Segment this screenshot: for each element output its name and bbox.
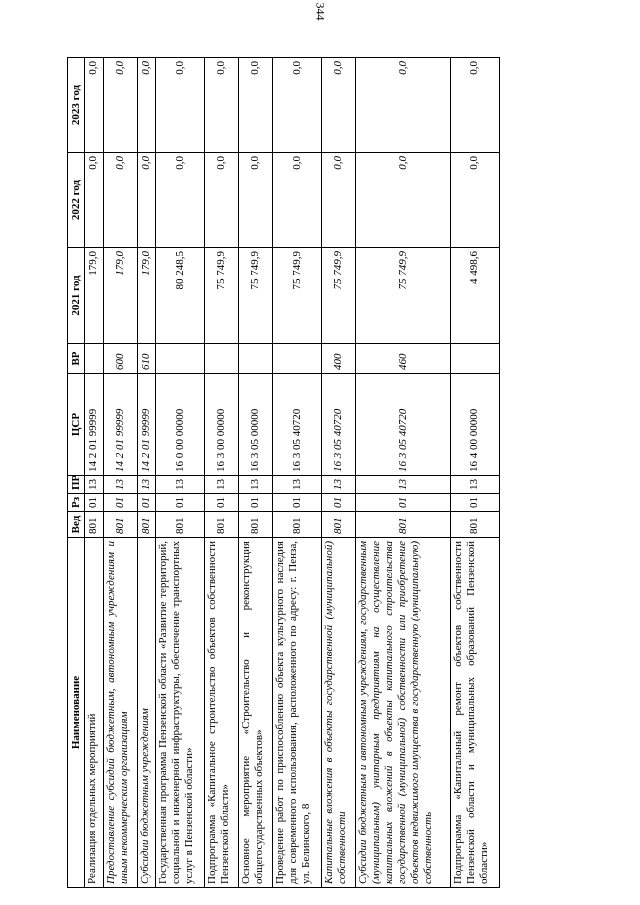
cell-2021: 75 749,9: [273, 248, 322, 344]
cell-ved: 801: [273, 512, 322, 538]
cell-vr: [205, 344, 239, 374]
cell-2023: 0,0: [322, 58, 356, 153]
cell-vr: 600: [103, 344, 137, 374]
cell-name: Подпрограмма «Капитальный ремонт объектов собственности Пензенской области и муниципальных образований Пензенской области»: [450, 538, 499, 888]
cell-2022: 0,0: [156, 153, 205, 248]
cell-name: Субсидии бюджетным и автономным учреждениям, государственным (муниципальным) унитарным предприятиям на осуществление капитальных вложений в объекты капитального строительства государственной (муниципальной) собственности или приобретение объектов недвижимого имущества в государственную (муниципальную) собственность: [356, 538, 451, 888]
cell-name: Предоставление субсидий бюджетным, автономным учреждениям и иным некоммерческим организациям: [103, 538, 137, 888]
table-row: [103, 58, 137, 888]
cell-ved: 801: [137, 512, 156, 538]
header-vr: ВР: [68, 344, 85, 374]
cell-2022: 0,0: [85, 153, 104, 248]
cell-name: Проведение работ по приспособлению объекта культурного наследия для современного использования, расположенного по адресу: г. Пенза, ул. Белинского, 8: [273, 538, 322, 888]
cell-pr: 13: [356, 476, 451, 494]
cell-csr: 16 3 00 00000: [205, 374, 239, 476]
cell-vr: [450, 344, 499, 374]
cell-2021: 75 749,9: [205, 248, 239, 344]
cell-2021: 179,0: [103, 248, 137, 344]
cell-2021: 75 749,9: [356, 248, 451, 344]
cell-ved: 801: [156, 512, 205, 538]
cell-rz: 01: [137, 494, 156, 512]
cell-2022: 0,0: [450, 153, 499, 248]
cell-pr: 13: [85, 476, 104, 494]
header-2023: 2023 год: [68, 58, 85, 153]
cell-2021: 80 248,5: [156, 248, 205, 344]
cell-2022: 0,0: [137, 153, 156, 248]
cell-rz: 01: [85, 494, 104, 512]
header-rz: Рз: [68, 494, 85, 512]
budget-table: [67, 57, 500, 888]
cell-rz: 01: [205, 494, 239, 512]
cell-csr: 14 2 01 99999: [103, 374, 137, 476]
cell-pr: 13: [103, 476, 137, 494]
header-2021: 2021 год: [68, 248, 85, 344]
cell-pr: 13: [450, 476, 499, 494]
cell-csr: 14 2 01 99999: [85, 374, 104, 476]
table-row: [156, 58, 205, 888]
cell-csr: 16 3 05 40720: [322, 374, 356, 476]
cell-csr: 16 0 00 00000: [156, 374, 205, 476]
cell-ved: 801: [239, 512, 273, 538]
cell-2022: 0,0: [205, 153, 239, 248]
table-row: [205, 58, 239, 888]
cell-csr: 14 2 01 99999: [137, 374, 156, 476]
cell-pr: 13: [137, 476, 156, 494]
table-row: [273, 58, 322, 888]
cell-vr: 610: [137, 344, 156, 374]
cell-2023: 0,0: [205, 58, 239, 153]
cell-csr: 16 3 05 00000: [239, 374, 273, 476]
cell-pr: 13: [273, 476, 322, 494]
cell-name: Капитальные вложения в объекты государственной (муниципальной) собственности: [322, 538, 356, 888]
cell-ved: 801: [85, 512, 104, 538]
cell-csr: 16 3 05 40720: [356, 374, 451, 476]
cell-name: Подпрограмма «Капитальное строительство объектов собственности Пензенской области»: [205, 538, 239, 888]
table-row: [85, 58, 104, 888]
table-row: [322, 58, 356, 888]
cell-ved: 801: [450, 512, 499, 538]
cell-name: Субсидии бюджетным учреждениям: [137, 538, 156, 888]
cell-2021: 75 749,9: [322, 248, 356, 344]
table-row: [356, 58, 451, 888]
cell-pr: 13: [322, 476, 356, 494]
cell-csr: 16 4 00 00000: [450, 374, 499, 476]
cell-name: Реализация отдельных мероприятий: [85, 538, 104, 888]
cell-vr: [273, 344, 322, 374]
cell-2023: 0,0: [356, 58, 451, 153]
header-ved: Вед: [68, 512, 85, 538]
cell-ved: 801: [356, 512, 451, 538]
cell-rz: 01: [322, 494, 356, 512]
table-row: [137, 58, 156, 888]
cell-rz: 01: [239, 494, 273, 512]
header-pr: ПР: [68, 476, 85, 494]
cell-name: Основное мероприятие «Строительство и реконструкция общегосударственных объектов»: [239, 538, 273, 888]
cell-2023: 0,0: [450, 58, 499, 153]
table-row: [239, 58, 273, 888]
cell-rz: 01: [156, 494, 205, 512]
header-csr: ЦСР: [68, 374, 85, 476]
cell-2022: 0,0: [239, 153, 273, 248]
cell-pr: 13: [156, 476, 205, 494]
cell-2022: 0,0: [273, 153, 322, 248]
cell-vr: 400: [322, 344, 356, 374]
cell-2023: 0,0: [85, 58, 104, 153]
table-row: [450, 58, 499, 888]
header-2022: 2022 год: [68, 153, 85, 248]
cell-2023: 0,0: [239, 58, 273, 153]
cell-rz: 01: [273, 494, 322, 512]
cell-ved: 801: [103, 512, 137, 538]
cell-name: Государственная программа Пензенской области «Развитие территорий, социальной и инженерной инфраструктуры, обеспечение транспортных услуг в Пензенской области»: [156, 538, 205, 888]
cell-pr: 13: [239, 476, 273, 494]
cell-rz: 01: [103, 494, 137, 512]
cell-vr: 460: [356, 344, 451, 374]
cell-pr: 13: [205, 476, 239, 494]
cell-2021: 4 498,6: [450, 248, 499, 344]
cell-rz: 01: [356, 494, 451, 512]
cell-2023: 0,0: [273, 58, 322, 153]
cell-2021: 179,0: [137, 248, 156, 344]
cell-rz: 01: [450, 494, 499, 512]
cell-2022: 0,0: [322, 153, 356, 248]
cell-2022: 0,0: [356, 153, 451, 248]
cell-2021: 75 749,9: [239, 248, 273, 344]
cell-ved: 801: [205, 512, 239, 538]
cell-2023: 0,0: [137, 58, 156, 153]
cell-vr: [85, 344, 104, 374]
cell-vr: [239, 344, 273, 374]
cell-vr: [156, 344, 205, 374]
cell-2021: 179,0: [85, 248, 104, 344]
cell-2022: 0,0: [103, 153, 137, 248]
cell-2023: 0,0: [156, 58, 205, 153]
page-number: 344: [313, 2, 328, 21]
table-header-row: [68, 58, 85, 888]
header-name: Наименование: [68, 538, 85, 888]
cell-2023: 0,0: [103, 58, 137, 153]
cell-csr: 16 3 05 40720: [273, 374, 322, 476]
budget-table-container: [67, 58, 500, 888]
cell-ved: 801: [322, 512, 356, 538]
